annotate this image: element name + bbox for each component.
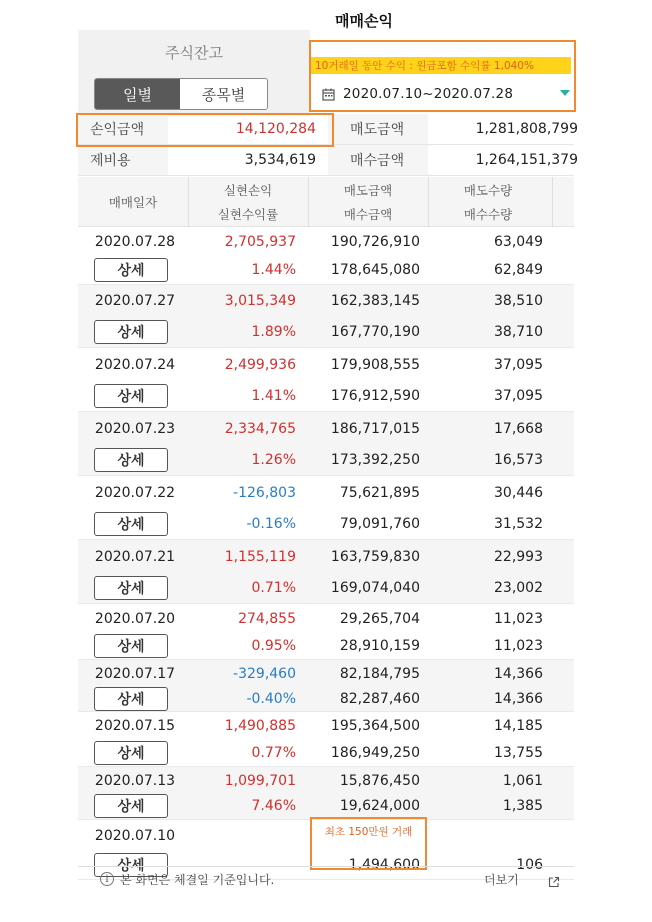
first-trade-highlight-box — [310, 817, 427, 870]
row-sell-amount: 75,621,895 — [339, 484, 420, 501]
by-item-tab[interactable]: 종목별 — [180, 79, 267, 109]
profit-label: 손익금액 — [78, 114, 168, 144]
row-buy-qty: 106 — [516, 856, 543, 873]
row-buy-amount: 82,287,460 — [339, 690, 420, 707]
row-sell-qty: 38,510 — [494, 293, 543, 310]
tab-stock-balance[interactable]: 주식잔고 — [78, 30, 310, 74]
row-date: 2020.07.21 — [94, 548, 176, 565]
detail-button[interactable]: 상세 — [94, 258, 168, 282]
daily-tab[interactable]: 일별 — [95, 79, 180, 109]
row-buy-amount: 186,949,250 — [330, 744, 420, 761]
detail-button[interactable]: 상세 — [94, 794, 168, 818]
row-realized-pl: -126,803 — [233, 484, 296, 501]
dropdown-arrow-icon[interactable] — [560, 90, 570, 96]
row-date: 2020.07.23 — [94, 420, 176, 437]
row-buy-amount: 28,910,159 — [339, 637, 420, 654]
row-sell-amount: 179,908,555 — [330, 356, 420, 373]
table-row — [78, 476, 574, 540]
row-realized-rate: 1.44% — [251, 262, 296, 278]
tab-trade-pl[interactable]: 매매손익 — [335, 12, 393, 30]
header-buy-amount: 매수금액 — [343, 207, 393, 222]
row-buy-qty: 23,002 — [494, 579, 543, 596]
header-realized-pl: 실현손익 — [223, 183, 273, 198]
row-realized-pl: 2,334,765 — [224, 420, 296, 437]
row-buy-qty: 16,573 — [494, 451, 543, 468]
row-realized-pl — [186, 822, 296, 849]
header-realized-rate: 실현수익률 — [217, 207, 279, 222]
info-icon: i — [100, 872, 114, 886]
row-realized-rate: 0.71% — [251, 579, 296, 596]
trade-table-body — [78, 227, 574, 880]
table-row — [78, 227, 574, 285]
row-sell-qty: 11,023 — [494, 610, 543, 627]
row-sell-qty: 37,095 — [494, 356, 543, 373]
row-buy-qty: 13,755 — [494, 744, 543, 761]
row-buy-qty: 37,095 — [494, 387, 543, 404]
row-buy-amount: 178,645,080 — [330, 262, 420, 278]
table-row — [78, 285, 574, 348]
row-realized-rate: 0.77% — [251, 744, 296, 761]
detail-button[interactable]: 상세 — [94, 687, 168, 711]
row-sell-amount: 29,265,704 — [339, 610, 420, 627]
fee-label: 제비용 — [78, 145, 168, 175]
buy-amount-label: 매수금액 — [328, 145, 428, 175]
row-buy-qty: 14,366 — [494, 690, 543, 707]
row-sell-amount: 15,876,450 — [339, 772, 420, 789]
detail-button[interactable]: 상세 — [94, 853, 168, 877]
detail-button[interactable]: 상세 — [94, 384, 168, 408]
row-sell-amount: 190,726,910 — [330, 234, 420, 250]
row-buy-amount: 167,770,190 — [330, 323, 420, 340]
detail-button[interactable]: 상세 — [94, 634, 168, 658]
header-date: 매매일자 — [108, 195, 158, 210]
table-header — [78, 177, 574, 227]
table-row — [78, 412, 574, 476]
table-row — [78, 540, 574, 604]
row-sell-qty: 1,061 — [502, 772, 543, 789]
row-buy-amount: 19,624,000 — [339, 798, 420, 815]
row-sell-amount: 163,759,830 — [330, 548, 420, 565]
detail-button[interactable]: 상세 — [94, 448, 168, 472]
row-date: 2020.07.24 — [94, 356, 176, 373]
table-row — [78, 604, 574, 660]
row-realized-pl: 2,705,937 — [224, 234, 296, 250]
row-sell-amount: 162,383,145 — [330, 293, 420, 310]
row-realized-pl: 3,015,349 — [224, 293, 296, 310]
row-realized-rate: 0.95% — [251, 637, 296, 654]
notice-banner: 10거래일 동안 수익 : 원금포함 수익률 1,040% — [311, 57, 571, 74]
row-sell-qty: 30,446 — [494, 484, 543, 501]
row-sell-qty: 14,366 — [494, 665, 543, 682]
row-sell-qty: 17,668 — [494, 420, 543, 437]
row-sell-qty: 14,185 — [494, 718, 543, 735]
row-buy-amount: 79,091,760 — [339, 515, 420, 532]
row-sell-amount: 195,364,500 — [330, 718, 420, 735]
period-selector[interactable] — [322, 84, 574, 104]
row-date: 2020.07.13 — [94, 772, 176, 789]
row-buy-qty: 62,849 — [494, 262, 543, 278]
row-date: 2020.07.10 — [94, 827, 176, 844]
table-row — [78, 767, 574, 820]
row-realized-pl: -329,460 — [233, 665, 296, 682]
detail-button[interactable]: 상세 — [94, 512, 168, 536]
row-date: 2020.07.27 — [94, 293, 176, 310]
row-date: 2020.07.20 — [94, 610, 176, 627]
row-realized-rate: 1.89% — [251, 323, 296, 340]
subtabs-area — [78, 74, 310, 116]
profit-highlight-box — [76, 113, 334, 147]
row-buy-qty: 1,385 — [502, 798, 543, 815]
sell-amount-label: 매도금액 — [328, 114, 428, 144]
detail-button[interactable]: 상세 — [94, 576, 168, 600]
row-sell-qty: 22,993 — [494, 548, 543, 565]
sell-amount-value: 1,281,808,799 — [475, 121, 578, 137]
period-text: 2020.07.10~2020.07.28 — [343, 86, 514, 102]
header-buy-qty: 매수수량 — [463, 207, 513, 222]
row-sell-amount: 82,184,795 — [339, 665, 420, 682]
row-buy-amount: 1,494,600 — [348, 856, 420, 873]
row-buy-amount: 176,912,590 — [330, 387, 420, 404]
summary-row-2 — [78, 145, 578, 176]
row-realized-pl: 274,855 — [238, 610, 296, 627]
fee-value: 3,534,619 — [244, 152, 316, 168]
row-sell-amount: 186,717,015 — [330, 420, 420, 437]
detail-button[interactable]: 상세 — [94, 320, 168, 344]
row-date: 2020.07.15 — [94, 718, 176, 735]
row-realized-rate: 7.46% — [251, 798, 296, 815]
row-sell-qty — [428, 822, 543, 849]
table-row — [78, 348, 574, 412]
detail-button[interactable]: 상세 — [94, 741, 168, 765]
table-row — [78, 660, 574, 712]
row-buy-qty: 11,023 — [494, 637, 543, 654]
row-buy-qty: 38,710 — [494, 323, 543, 340]
row-date: 2020.07.22 — [94, 484, 176, 501]
external-link-icon[interactable] — [548, 873, 560, 885]
row-realized-pl: 1,155,119 — [224, 548, 296, 565]
footer — [78, 866, 574, 890]
first-trade-label: 최초 150만원 거래 — [324, 826, 413, 838]
table-row — [78, 712, 574, 767]
row-buy-amount: 169,074,040 — [330, 579, 420, 596]
profit-value: 14,120,284 — [235, 121, 316, 137]
row-date: 2020.07.28 — [94, 234, 176, 250]
row-buy-qty: 31,532 — [494, 515, 543, 532]
calendar-icon — [322, 88, 335, 101]
row-realized-pl: 1,099,701 — [224, 772, 296, 789]
header-sell-qty: 매도수량 — [463, 183, 513, 198]
more-link[interactable]: 더보기 — [484, 873, 519, 887]
row-realized-rate: 1.41% — [251, 387, 296, 404]
header-divider — [552, 177, 553, 227]
buy-amount-value: 1,264,151,379 — [475, 152, 578, 168]
header-sell-amount: 매도금액 — [343, 183, 393, 198]
row-realized-rate: -0.16% — [246, 515, 296, 532]
footer-note: 본 화면은 체결일 기준입니다. — [120, 873, 275, 887]
row-sell-qty: 63,049 — [494, 234, 543, 250]
row-date: 2020.07.17 — [94, 665, 176, 682]
row-buy-amount: 173,392,250 — [330, 451, 420, 468]
row-realized-pl: 2,499,936 — [224, 356, 296, 373]
row-realized-rate: 1.26% — [251, 451, 296, 468]
row-realized-pl: 1,490,885 — [224, 718, 296, 735]
row-realized-rate: -0.40% — [246, 690, 296, 707]
view-toggle — [94, 78, 268, 110]
